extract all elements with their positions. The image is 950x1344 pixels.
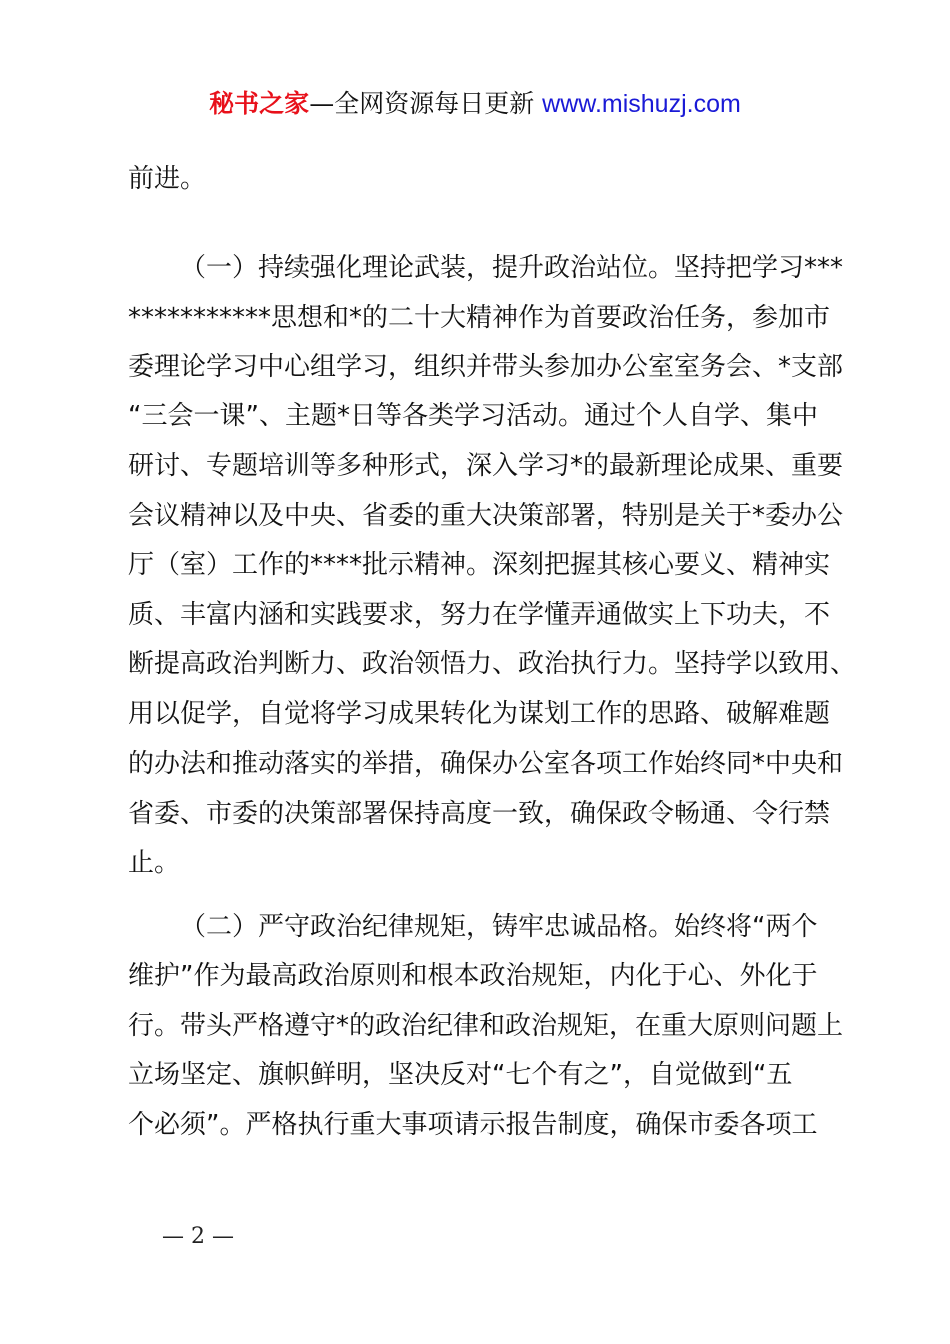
section-heading-line: （二）严守政治纪律规矩，铸牢忠诚品格。始终将“两个 bbox=[180, 912, 818, 942]
body-line: 厅（室）工作的****批示精神。深刻把握其核心要义、精神实 bbox=[128, 550, 831, 580]
body-line: 委理论学习中心组学习，组织并带头参加办公室室务会、*支部 bbox=[128, 352, 844, 382]
site-brand: 秘书之家 bbox=[209, 89, 310, 118]
section-heading-line: （一）持续强化理论武装，提升政治站位。坚持把学习*** bbox=[180, 253, 844, 283]
page-number: — 2 — bbox=[162, 1224, 234, 1249]
body-line: 质、丰富内涵和实践要求，努力在学懂弄通做实上下功夫，不 bbox=[128, 600, 831, 630]
body-line: 止。 bbox=[128, 848, 181, 878]
body-line: ***********思想和*的二十大精神作为首要政治任务，参加市 bbox=[128, 303, 831, 333]
body-line: 省委、市委的决策部署保持高度一致，确保政令畅通、令行禁 bbox=[128, 799, 831, 829]
body-line: 行。带头严格遵守*的政治纪律和政治规矩，在重大原则问题上 bbox=[128, 1011, 844, 1041]
site-url-link[interactable]: www.mishuzj.com bbox=[542, 90, 741, 118]
body-line: 个必须”。严格执行重大事项请示报告制度，确保市委各项工 bbox=[128, 1110, 818, 1140]
body-line: 前进。 bbox=[128, 164, 207, 194]
body-line: 维护”作为最高政治原则和根本政治规矩，内化于心、外化于 bbox=[128, 961, 818, 991]
body-line: 用以促学，自觉将学习成果转化为谋划工作的思路、破解难题 bbox=[128, 699, 831, 729]
body-line: 研讨、专题培训等多种形式，深入学习*的最新理论成果、重要 bbox=[128, 451, 844, 481]
body-line: 断提高政治判断力、政治领悟力、政治执行力。坚持学以致用、 bbox=[128, 649, 857, 679]
body-line: “三会一课”、主题*日等各类学习活动。通过个人自学、集中 bbox=[128, 401, 818, 431]
site-tagline: —全网资源每日更新 bbox=[309, 89, 535, 118]
body-line: 立场坚定、旗帜鲜明，坚决反对“七个有之”，自觉做到“五 bbox=[128, 1060, 793, 1090]
body-line: 会议精神以及中央、省委的重大决策部署，特别是关于*委办公 bbox=[128, 501, 844, 531]
body-line: 的办法和推动落实的举措，确保办公室各项工作始终同*中央和 bbox=[128, 749, 844, 779]
